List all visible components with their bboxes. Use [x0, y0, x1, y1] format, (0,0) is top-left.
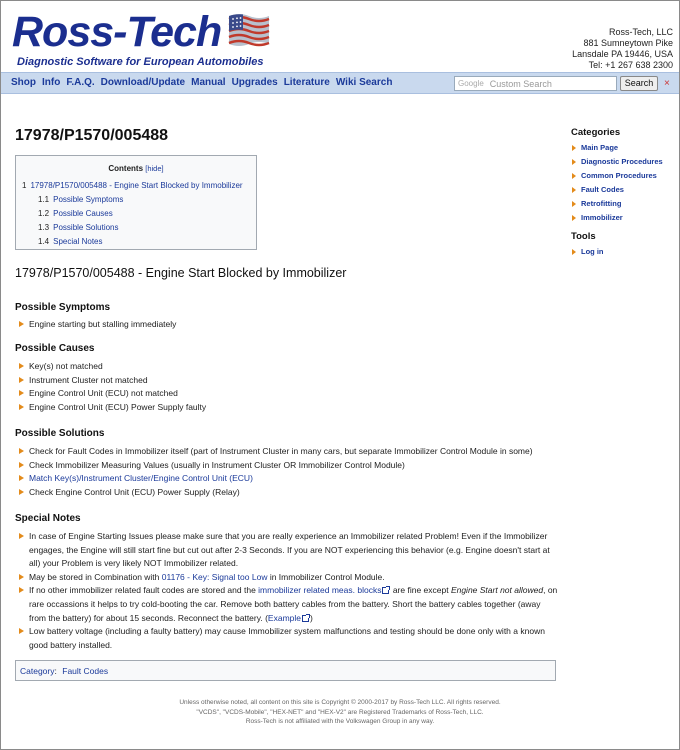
nav-link-upgrades[interactable]: Upgrades	[231, 77, 278, 88]
footer	[0, 698, 680, 727]
google-logo: Google	[458, 79, 484, 88]
bullet-icon	[19, 448, 24, 454]
footer-line: "VCDS", "VCDS-Mobile", "HEX-NET" and "HEX-V2" are Registered Trademarks of Ross-Tech, LLC.	[196, 708, 484, 716]
symptoms-heading: Possible Symptoms	[15, 302, 111, 313]
bullet-icon	[19, 587, 24, 593]
nav-link-shop[interactable]: Shop	[11, 77, 36, 88]
sidebar-item-label[interactable]: Common Procedures	[581, 171, 657, 180]
toc-link[interactable]: Possible Symptoms	[53, 195, 124, 204]
list-item-text: May be stored in Combination with	[29, 571, 162, 582]
toc-title	[16, 164, 256, 173]
bullet-icon	[19, 377, 24, 383]
nav-link-info[interactable]: Info	[42, 77, 61, 88]
category-separator: :	[54, 666, 57, 676]
sidebar-item-label[interactable]: Log in	[581, 247, 604, 256]
bullet-icon	[19, 533, 24, 539]
list-item-text: Engine starting but stalling immediately	[29, 319, 177, 329]
causes-list	[18, 360, 558, 414]
list-item[interactable]	[18, 472, 558, 486]
external-link-icon	[382, 587, 389, 594]
list-item-text: Check for Fault Codes in Immobilizer itself (part of Instrument Cluster in many cars, but separate Immobilizer Control Module in some)	[29, 446, 533, 456]
list-item	[18, 374, 558, 388]
bullet-icon	[572, 173, 576, 179]
list-item-text: Key(s) not matched	[29, 361, 103, 371]
page-title: 17978/P1570/005488	[15, 127, 169, 144]
address-line: Ross-Tech, LLC	[608, 27, 673, 37]
categories-list	[571, 141, 663, 225]
sidebar-item-label[interactable]: Immobilizer	[581, 213, 623, 222]
toc-hide-link[interactable]: [hide]	[145, 164, 164, 173]
sidebar-item-label[interactable]: Diagnostic Procedures	[581, 157, 663, 166]
list-item-text: Engine Control Unit (ECU) Power Supply faulty	[29, 401, 207, 412]
bullet-icon	[19, 475, 24, 481]
list-item	[18, 387, 558, 401]
list-item	[18, 584, 558, 625]
bullet-icon	[19, 390, 24, 396]
toc-link[interactable]: Special Notes	[53, 237, 103, 246]
sidebar-item-common-procedures[interactable]	[571, 169, 663, 183]
solutions-list	[18, 445, 558, 499]
list-item	[18, 530, 558, 571]
search-placeholder: Custom Search	[489, 78, 552, 89]
clear-icon[interactable]: ×	[664, 78, 670, 89]
toc-item[interactable]	[38, 237, 102, 246]
toc-link[interactable]: Possible Solutions	[53, 223, 119, 232]
table-of-contents	[15, 155, 257, 250]
symptoms-list	[18, 318, 558, 332]
search-input[interactable]	[454, 76, 617, 91]
external-link-icon	[302, 615, 309, 622]
tools-heading: Tools	[571, 231, 596, 242]
flag-icon	[227, 10, 271, 50]
list-item	[18, 625, 558, 652]
nav-bar	[1, 72, 679, 94]
category-label[interactable]: Category	[20, 666, 55, 676]
bullet-icon	[19, 321, 24, 327]
list-item-text: Instrument Cluster not matched	[29, 374, 148, 385]
bullet-icon	[19, 574, 24, 580]
list-item-text: are fine except	[390, 585, 451, 596]
ross-tech-logo[interactable]: Ross-Tech	[12, 8, 222, 56]
nav-link-manual[interactable]: Manual	[191, 77, 226, 88]
list-item-text: Low battery voltage (including a faulty battery) may cause Immobilizer system malfunctions and testing should be done only with a known good battery installed.	[29, 626, 545, 650]
sidebar-item-label[interactable]: Retrofitting	[581, 199, 622, 208]
category-links	[15, 660, 556, 681]
list-item	[18, 571, 558, 585]
address-line: Tel: +1 267 638 2300	[588, 60, 673, 70]
bullet-icon	[572, 159, 576, 165]
tagline: Diagnostic Software for European Automobiles	[17, 56, 264, 68]
footer-line: Ross-Tech is not affiliated with the Volkswagen Group in any way.	[245, 718, 435, 725]
list-item	[18, 445, 558, 459]
list-item-emphasis: Engine Start not allowed	[450, 585, 544, 596]
notes-list	[18, 530, 558, 652]
nav-link-download[interactable]: Download/Update	[100, 77, 186, 88]
match-keys-link[interactable]: Match Key(s)/Instrument Cluster/Engine Control Unit (ECU)	[29, 473, 253, 484]
meas-blocks-link[interactable]: immobilizer related meas. blocks	[258, 585, 382, 596]
bullet-icon	[572, 187, 576, 193]
list-item-text: Engine Control Unit (ECU) not matched	[29, 388, 178, 399]
toc-number: 1.1	[38, 195, 50, 204]
list-item-text: )	[310, 612, 313, 623]
bullet-icon	[572, 201, 576, 207]
bullet-icon	[19, 489, 24, 495]
fault-code-01176-link[interactable]: 01176 - Key: Signal too Low	[161, 571, 268, 582]
address-line: 881 Sumneytown Pike	[583, 38, 673, 48]
bullet-icon	[19, 404, 24, 410]
notes-heading: Special Notes	[15, 513, 81, 524]
toc-number: 1.3	[38, 223, 50, 232]
sidebar-item-immobilizer[interactable]	[571, 211, 663, 225]
toc-link[interactable]: 17978/P1570/005488 - Engine Start Blocked by Immobilizer	[30, 181, 243, 190]
section-heading: 17978/P1570/005488 - Engine Start Blocked by Immobilizer	[15, 266, 347, 280]
example-link[interactable]: Example	[267, 612, 301, 623]
category-link-fault-codes[interactable]: Fault Codes	[62, 666, 109, 676]
list-item-text: , on rare occassions it helps to try cold-booting the car. Remove both battery cables from the battery. Short the battery cables together (away from the battery) for about 15 seconds. Reconnect the battery. (	[29, 585, 558, 623]
sidebar-item-retrofitting[interactable]	[571, 197, 663, 211]
toc-number: 1.2	[38, 209, 50, 218]
company-address	[572, 27, 673, 71]
categories-heading: Categories	[571, 127, 621, 138]
toc-title-text: Contents	[108, 164, 144, 173]
sidebar-item-main-page[interactable]	[571, 141, 663, 155]
sidebar-item-label[interactable]: Fault Codes	[581, 185, 624, 194]
list-item-text: If no other immobilizer related fault codes are stored and the	[29, 585, 259, 596]
nav-link-literature[interactable]: Literature	[283, 77, 330, 88]
toc-link[interactable]: Possible Causes	[53, 209, 113, 218]
bullet-icon	[572, 145, 576, 151]
sidebar-item-fault-codes[interactable]	[571, 183, 663, 197]
bullet-icon	[19, 363, 24, 369]
list-item-text: Check Engine Control Unit (ECU) Power Supply (Relay)	[29, 486, 240, 497]
footer-line: Unless otherwise noted, all content on this site is Copyright © 2000-2017 by Ross-Tech LLC. All rights reserved.	[179, 699, 501, 706]
list-item	[18, 360, 558, 374]
sidebar-item-log-in[interactable]	[571, 245, 604, 259]
toc-item[interactable]	[22, 181, 243, 190]
nav-links	[11, 77, 398, 88]
bullet-icon	[19, 628, 24, 634]
tools-list	[571, 245, 604, 259]
list-item	[18, 459, 558, 473]
nav-link-faq[interactable]: F.A.Q.	[66, 77, 95, 88]
list-item	[18, 486, 558, 500]
nav-link-wiki-search[interactable]: Wiki Search	[335, 77, 393, 88]
list-item-text: in Immobilizer Control Module.	[267, 571, 385, 582]
toc-number: 1	[22, 181, 27, 190]
list-item-text: In case of Engine Starting Issues please make sure that you are really experience an Immobilizer related Problem! Even if the Immobilizer engages, the Engine will still start fine but cut out after 2-3 Seconds. If you are NOT experiencing this behavior (e.g. Engine doesn't start at all) your Problem is very likely NOT Immobilizer related.	[29, 531, 550, 569]
causes-heading: Possible Causes	[15, 343, 95, 354]
solutions-heading: Possible Solutions	[15, 428, 105, 439]
sidebar-item-diagnostic-procedures[interactable]	[571, 155, 663, 169]
toc-item[interactable]	[38, 223, 119, 232]
bullet-icon	[19, 462, 24, 468]
sidebar-item-label[interactable]: Main Page	[581, 143, 619, 152]
list-item	[18, 318, 558, 332]
address-line: Lansdale PA 19446, USA	[572, 49, 673, 59]
toc-item[interactable]	[38, 209, 113, 218]
list-item-text: Check Immobilizer Measuring Values (usually in Instrument Cluster OR Immobilizer Control Module)	[29, 459, 405, 470]
toc-number: 1.4	[38, 237, 50, 246]
list-item	[18, 401, 558, 415]
toc-item[interactable]	[38, 195, 123, 204]
bullet-icon	[572, 215, 576, 221]
bullet-icon	[572, 249, 576, 255]
search-button[interactable]: Search	[620, 76, 658, 91]
